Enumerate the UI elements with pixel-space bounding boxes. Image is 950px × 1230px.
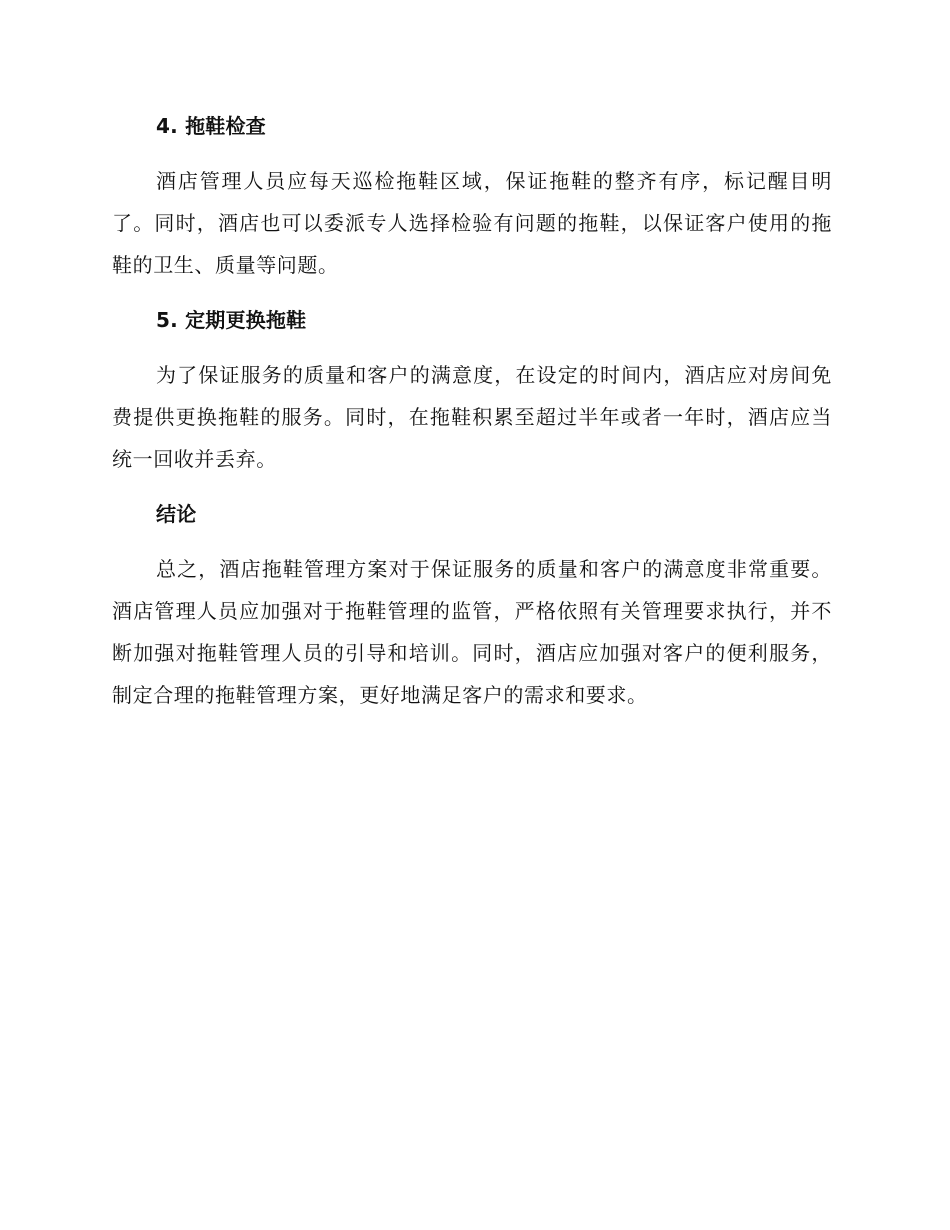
section-paragraph-slipper-inspection: 酒店管理人员应每天巡检拖鞋区域，保证拖鞋的整齐有序，标记醒目明了。同时，酒店也可以委派专人选择检验有问题的拖鞋，以保证客户使用的拖鞋的卫生、质量等问题。 (112, 169, 832, 277)
section-heading-slipper-inspection: 4. 拖鞋检查 (156, 114, 266, 138)
section-heading-conclusion: 结论 (156, 502, 197, 526)
section-heading-regular-replacement: 5. 定期更换拖鞋 (156, 308, 307, 332)
section-paragraph-regular-replacement: 为了保证服务的质量和客户的满意度，在设定的时间内，酒店应对房间免费提供更换拖鞋的服务。同时，在拖鞋积累至超过半年或者一年时，酒店应当统一回收并丢弃。 (112, 363, 832, 471)
section-paragraph-conclusion: 总之，酒店拖鞋管理方案对于保证服务的质量和客户的满意度非常重要。酒店管理人员应加强对于拖鞋管理的监管，严格依照有关管理要求执行，并不断加强对拖鞋管理人员的引导和培训。同时，酒店应加强对客户的便利服务，制定合理的拖鞋管理方案，更好地满足客户的需求和要求。 (112, 557, 832, 707)
document-body (112, 110, 832, 734)
